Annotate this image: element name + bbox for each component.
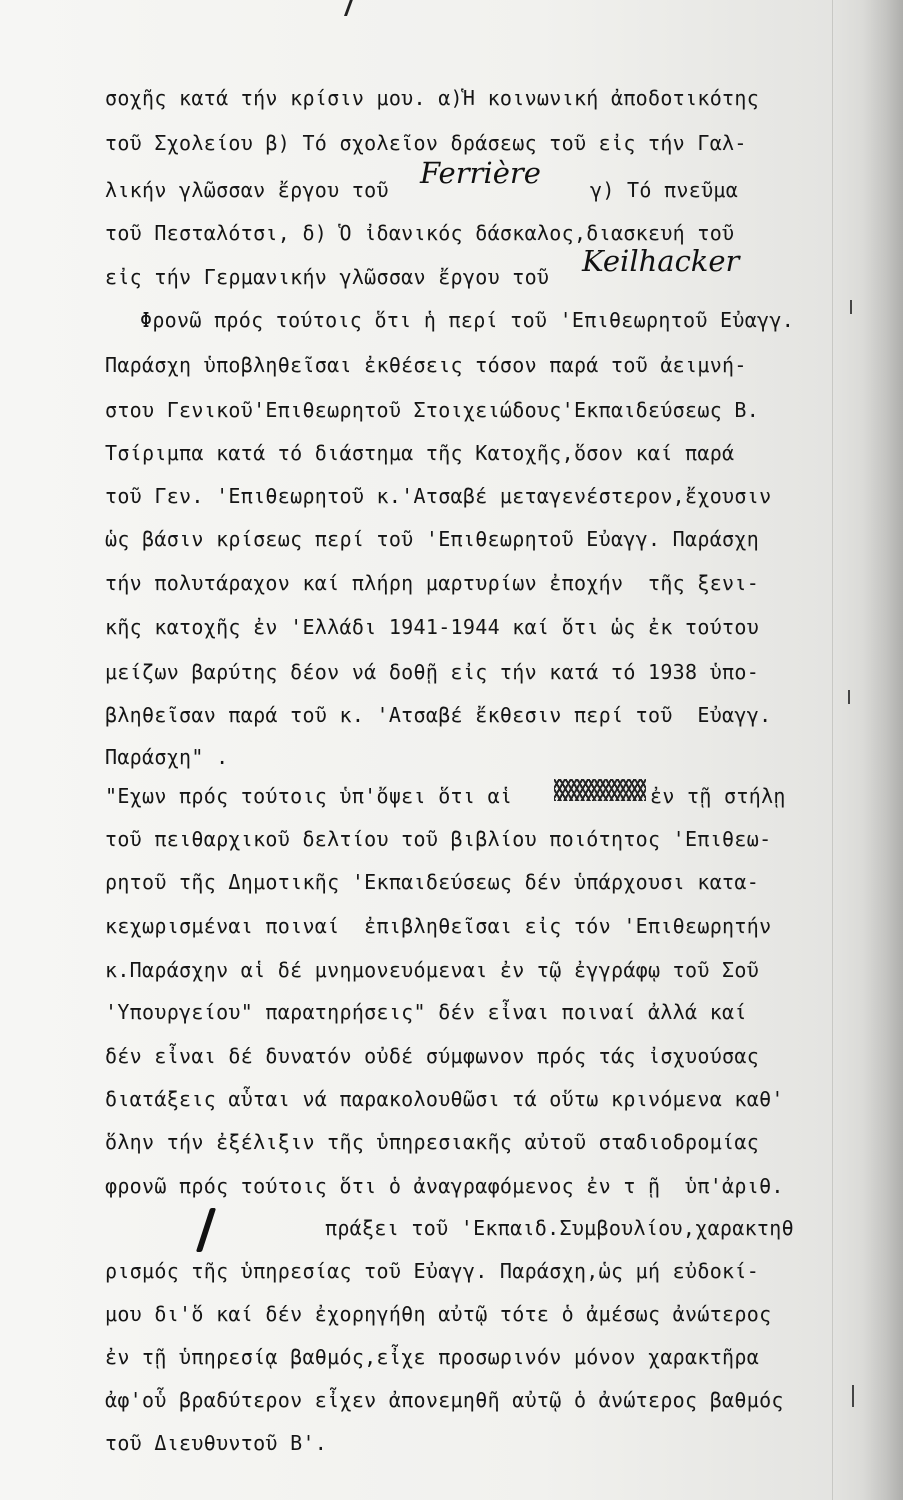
text-line-20: κεχωρισμέναι ποιναί ἐπιβληθεῖσαι εἰς τόν 'Επιθεωρητήν xyxy=(105,914,772,938)
text-line-7: Παράσχη ὑποβληθεῖσαι ἐκθέσεις τόσον παρά τοῦ ἀειμνή- xyxy=(105,353,747,377)
text-line-15: βληθεῖσαν παρά τοῦ κ. 'Ατσαβέ ἔκθεσιν περί τοῦ Εὐαγγ. xyxy=(105,703,772,727)
handwritten-slash xyxy=(196,1208,216,1252)
text-line-31: ἀφ'οὗ βραδύτερον εἶχεν ἀπονεμηθῆ αὐτῷ ὁ ἀνώτερος βαθμός xyxy=(105,1388,784,1412)
text-line-23: δέν εἶναι δέ δυνατόν οὐδέ σύμφωνον πρός τάς ἰσχυούσας xyxy=(105,1044,760,1068)
text-line-5: εἰς τήν Γερμανικήν γλῶσσαν ἔργου τοῦ xyxy=(105,265,550,289)
struck-out-word xyxy=(554,779,646,801)
text-line-11: ὡς βάσιν κρίσεως περί τοῦ 'Επιθεωρητοῦ Εὐαγγ. Παράσχη xyxy=(105,527,760,551)
text-line-2: τοῦ Σχολείου β) Τό σχολεῖον δράσεως τοῦ εἰς τήν Γαλ- xyxy=(105,131,747,155)
text-line-24: διατάξεις αὗται νά παρακολουθῶσι τά οὕτω κρινόμενα καθ' xyxy=(105,1087,784,1111)
top-pen-mark xyxy=(330,0,355,16)
text-line-28: ρισμός τῆς ὑπηρεσίας τοῦ Εὐαγγ. Παράσχη,ὡς μή εὐδοκί- xyxy=(105,1259,760,1283)
text-line-30: ἐν τῇ ὑπηρεσίᾳ βαθμός,εἶχε προσωρινόν μόνον χαρακτῆρα xyxy=(105,1345,760,1369)
text-line-1: σοχῆς κατά τήν κρίσιν μου. α)Ἡ κοινωνική ἀποδοτικότης xyxy=(105,86,760,110)
text-line-6: Φρονῶ πρός τούτοις ὅτι ἡ περί τοῦ 'Επιθεωρητοῦ Εὐαγγ. xyxy=(140,308,795,332)
text-line-19: ρητοῦ τῆς Δημοτικῆς 'Εκπαιδεύσεως δέν ὑπάρχουσι κατα- xyxy=(105,870,760,894)
text-line-10: τοῦ Γεν. 'Επιθεωρητοῦ κ.'Ατσαβέ μεταγενέστερον,ἔχουσιν xyxy=(105,484,772,508)
text-line-9: Τσίριμπα κατά τό διάστημα τῆς Κατοχῆς,ὅσον καί παρά xyxy=(105,441,735,465)
text-line-8: στου Γενικοῦ'Επιθεωρητοῦ Στοιχειώδους'Εκπαιδεύσεως Β. xyxy=(105,398,760,422)
text-line-18: τοῦ πειθαρχικοῦ δελτίου τοῦ βιβλίου ποιότητος 'Επιθεω- xyxy=(105,827,772,851)
text-line-25: ὅλην τήν ἐξέλιξιν τῆς ὑπηρεσιακῆς αὐτοῦ σταδιοδρομίας xyxy=(105,1130,760,1154)
margin-mark xyxy=(852,1385,854,1407)
text-line-3b: γ) Τό πνεῦμα xyxy=(590,178,739,202)
text-line-17b: ἐν τῇ στήλῃ xyxy=(650,784,786,808)
text-line-27: πράξει τοῦ 'Εκπαιδ.Συμβουλίου,χαρακτηθ xyxy=(325,1216,794,1240)
text-line-22: 'Υπουργείου" παρατηρήσεις" δέν εἶναι ποιναί ἀλλά καί xyxy=(105,1000,747,1024)
text-line-16: Παράσχη" . xyxy=(105,745,229,769)
text-line-13: κῆς κατοχῆς ἐν 'Ελλάδι 1941-1944 καί ὅτι ὡς ἐκ τούτου xyxy=(105,615,760,639)
page-edge-shadow xyxy=(863,0,903,1500)
text-line-32: τοῦ Διευθυντοῦ Β'. xyxy=(105,1431,328,1455)
handwritten-ferriere: Ferrière xyxy=(420,156,541,190)
handwritten-name: Keilhacker xyxy=(582,244,740,278)
text-line-29: μου δι'ὅ καί δέν ἐχορηγήθη αὐτῷ τότε ὁ ἀμέσως ἀνώτερος xyxy=(105,1302,772,1326)
margin-mark xyxy=(850,300,852,314)
text-line-17: "Εχων πρός τούτοις ὑπ'ὄψει ὅτι αἱ xyxy=(105,784,513,808)
text-line-12: τήν πολυτάραχον καί πλήρη μαρτυρίων ἐποχήν τῆς ξενι- xyxy=(105,571,760,595)
text-line-3: λικήν γλῶσσαν ἔργου τοῦ xyxy=(105,178,389,202)
text-line-4: τοῦ Πεσταλότσι, δ) Ὁ ἰδανικός δάσκαλος,διασκευή τοῦ xyxy=(105,221,735,245)
text-line-26: φρονῶ πρός τούτοις ὅτι ὁ ἀναγραφόμενος ἐν τ ῇ ὑπ'ἀριθ. xyxy=(105,1174,784,1198)
text-line-14: μείζων βαρύτης δέον νά δοθῇ εἰς τήν κατά τό 1938 ὑπο- xyxy=(105,660,760,684)
text-line-21: κ.Παράσχην αἱ δέ μνημονευόμεναι ἐν τῷ ἐγγράφῳ τοῦ Σοῦ xyxy=(105,958,760,982)
